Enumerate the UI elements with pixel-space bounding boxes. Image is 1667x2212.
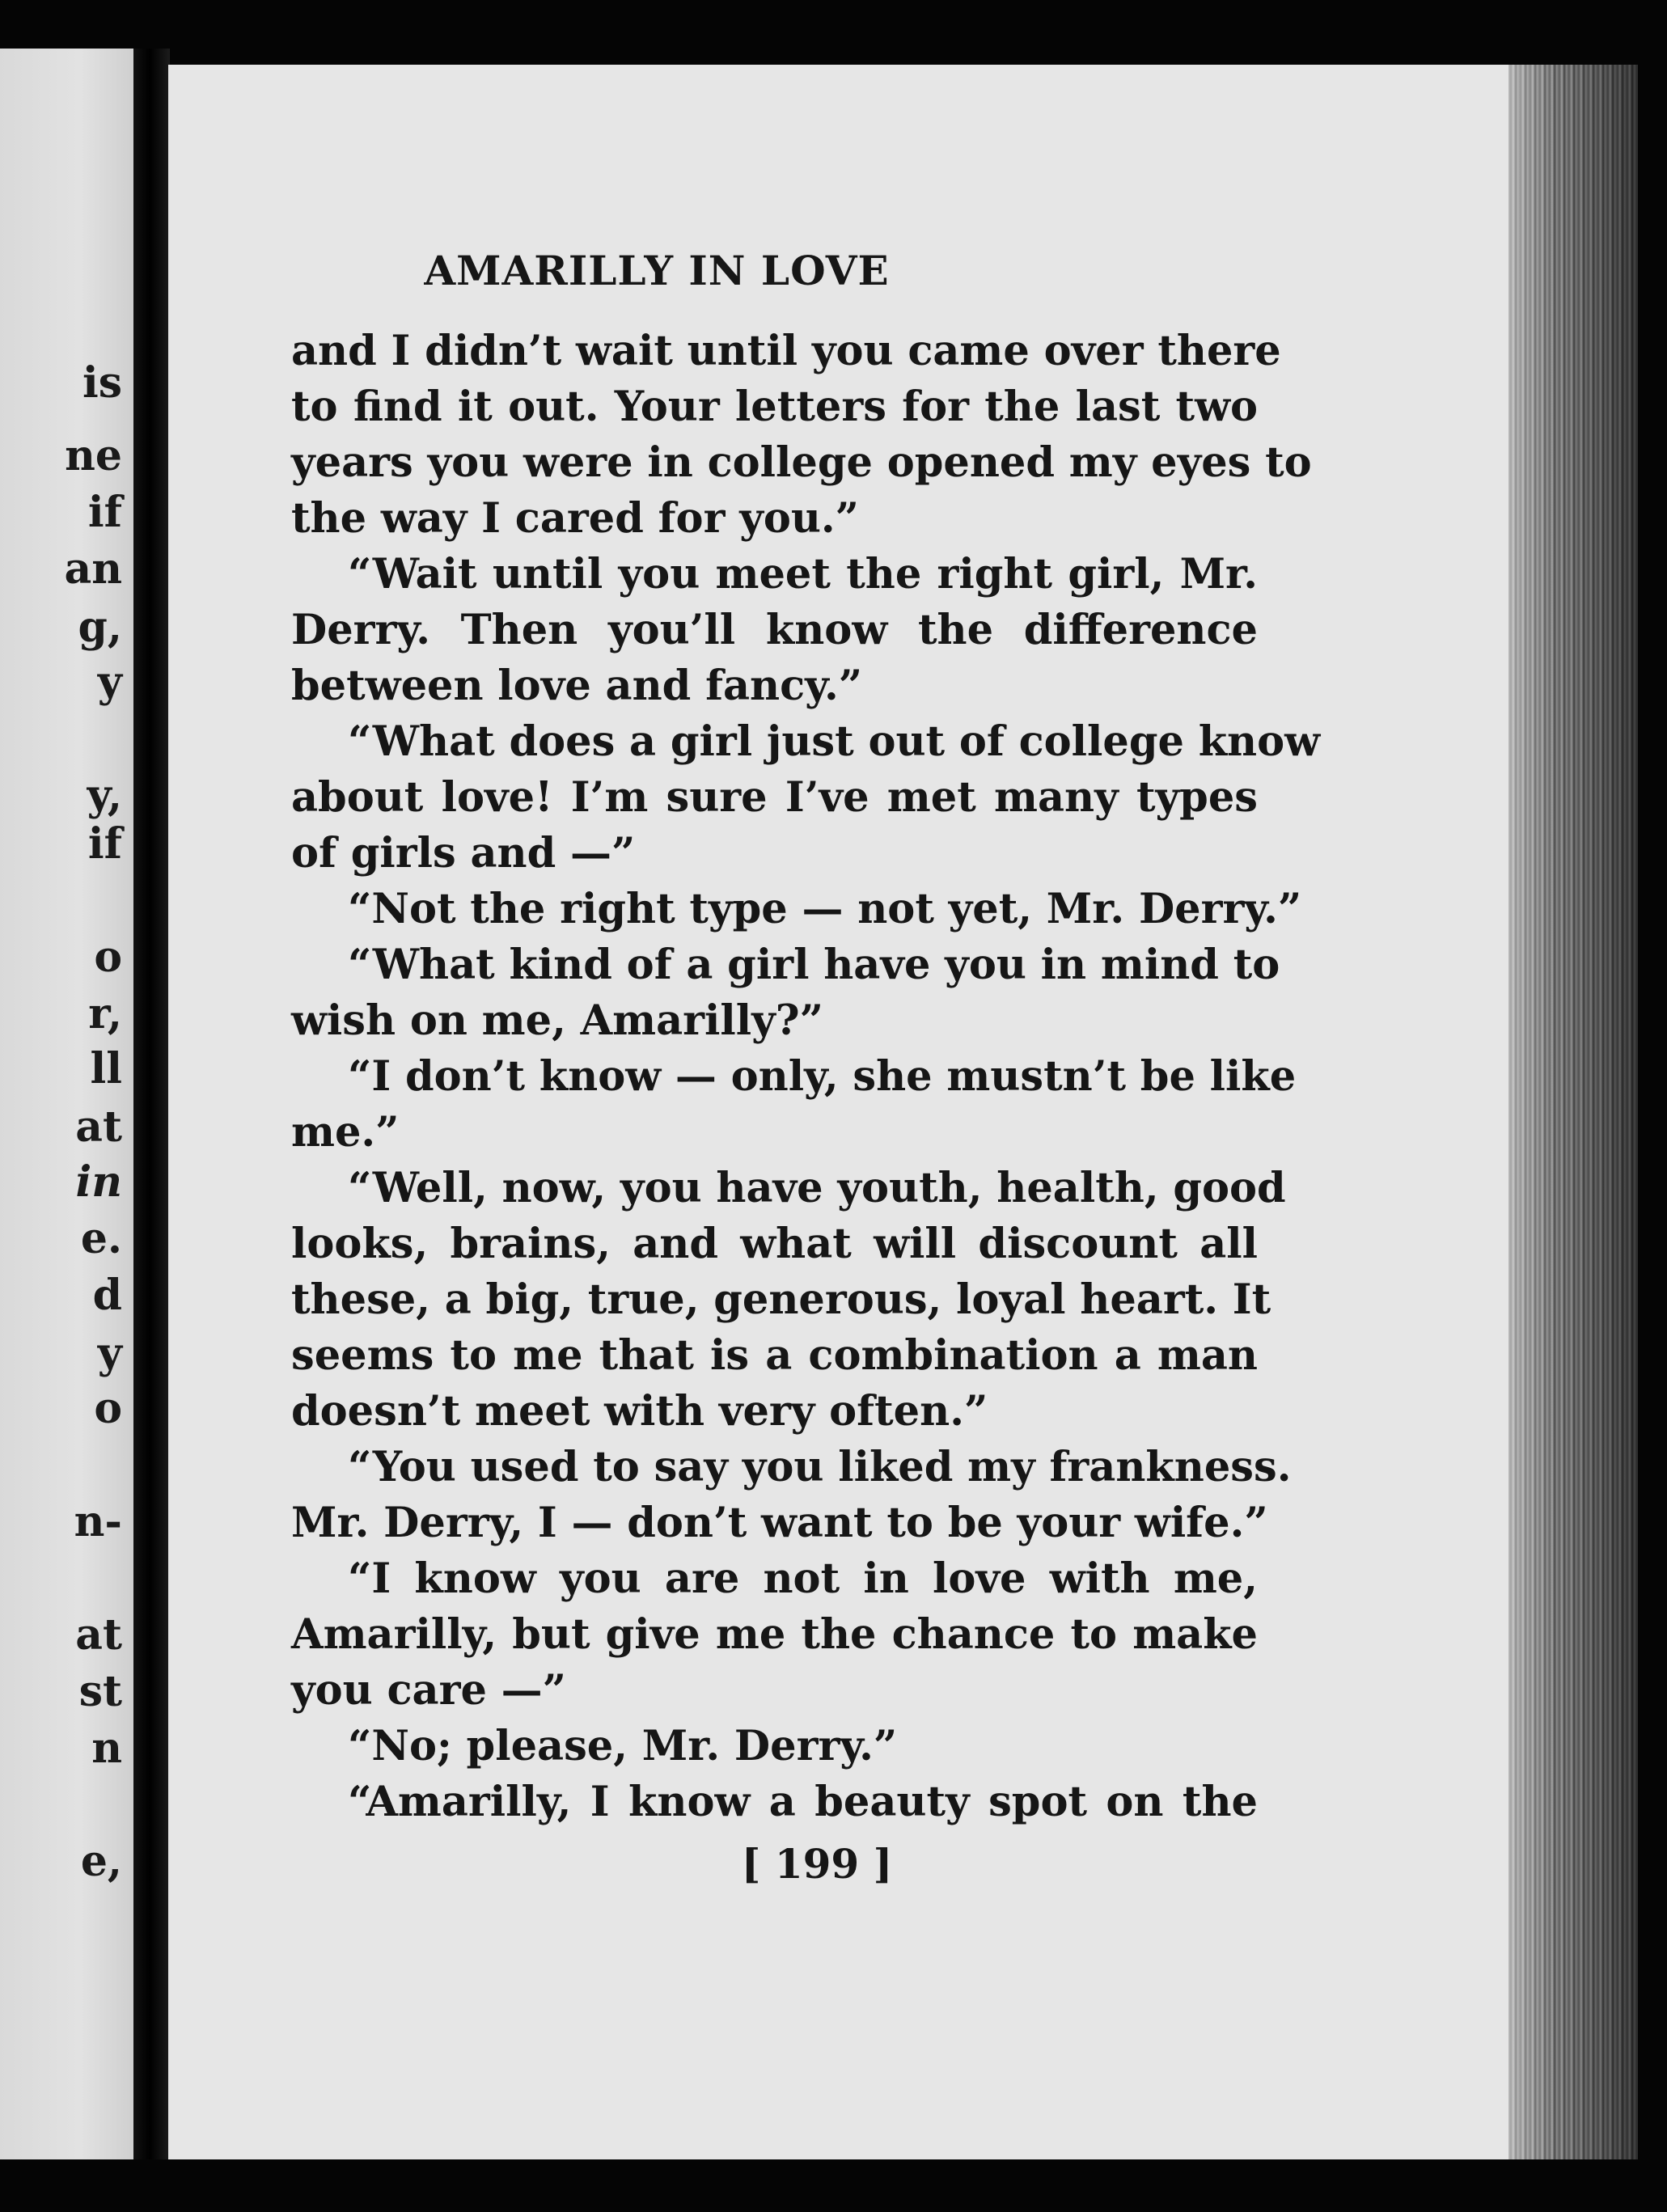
left-fragment: st <box>78 1667 122 1716</box>
text-line: doesn’t meet with very often.” <box>291 1387 988 1436</box>
left-fragment: ne <box>65 431 122 480</box>
left-fragment: at <box>75 1610 122 1660</box>
text-line: “Not the right type — not yet, Mr. Derry.” <box>348 885 1302 933</box>
left-fragment: an <box>64 544 122 594</box>
text-line: to find it out. Your letters for the last two <box>291 383 1258 431</box>
text-line: these, a big, true, generous, loyal heart. It <box>291 1275 1271 1324</box>
text-line: Amarilly, but give me the chance to make <box>291 1610 1258 1659</box>
text-line: “No; please, Mr. Derry.” <box>348 1722 898 1770</box>
left-fragment: at <box>75 1102 122 1152</box>
left-fragment: e. <box>80 1214 122 1263</box>
left-fragment: y <box>97 1329 122 1378</box>
text-line: of girls and —” <box>291 829 636 878</box>
left-fragment: e, <box>80 1837 122 1886</box>
left-fragment: if <box>87 819 122 869</box>
left-fragment: o <box>94 933 122 982</box>
text-line: “I know you are not in love with me, <box>348 1554 1258 1603</box>
text-line: “Amarilly, I know a beauty spot on the <box>348 1778 1258 1826</box>
page-edges <box>1508 65 1638 2159</box>
text-line: and I didn’t wait until you came over there <box>291 327 1281 375</box>
text-line: “What does a girl just out of college know <box>348 717 1321 766</box>
left-fragment: y, <box>87 771 122 820</box>
text-line: “What kind of a girl have you in mind to <box>348 941 1280 989</box>
text-line: “Wait until you meet the right girl, Mr. <box>348 550 1258 598</box>
text-line: about love! I’m sure I’ve met many types <box>291 773 1258 822</box>
text-line: you care —” <box>291 1666 566 1715</box>
text-line: Derry. Then you’ll know the difference <box>291 606 1258 654</box>
text-line: looks, brains, and what will discount all <box>291 1220 1258 1268</box>
text-line: “You used to say you liked my frankness. <box>348 1443 1292 1491</box>
body-text <box>291 324 1321 1830</box>
text-line: the way I cared for you.” <box>291 494 860 543</box>
left-fragment: n <box>91 1723 122 1773</box>
left-facing-page <box>0 49 133 2159</box>
text-line: Mr. Derry, I — don’t want to be your wife.” <box>291 1499 1268 1547</box>
running-head: AMARILLY IN LOVE <box>424 247 890 294</box>
book-gutter <box>133 49 170 2159</box>
text-line: years you were in college opened my eyes to <box>291 438 1312 487</box>
left-fragment: n- <box>74 1497 122 1546</box>
left-fragment: in <box>75 1157 122 1207</box>
left-fragment: if <box>87 488 122 537</box>
text-line: between love and fancy.” <box>291 662 863 710</box>
text-line: me.” <box>291 1108 400 1157</box>
text-line: “I don’t know — only, she mustn’t be like <box>348 1052 1297 1101</box>
text-line: wish on me, Amarilly?” <box>291 996 824 1045</box>
text-line: “Well, now, you have youth, health, good <box>348 1164 1286 1212</box>
left-fragment: g, <box>78 603 122 652</box>
text-line: seems to me that is a combination a man <box>291 1331 1258 1380</box>
left-fragment: d <box>92 1271 122 1320</box>
left-fragment: ll <box>90 1044 122 1093</box>
page-number: [ 199 ] <box>741 1840 893 1888</box>
left-fragment: r, <box>88 989 122 1038</box>
left-fragment: y <box>97 658 122 707</box>
left-fragment: o <box>94 1384 122 1433</box>
left-fragment: is <box>82 358 122 408</box>
